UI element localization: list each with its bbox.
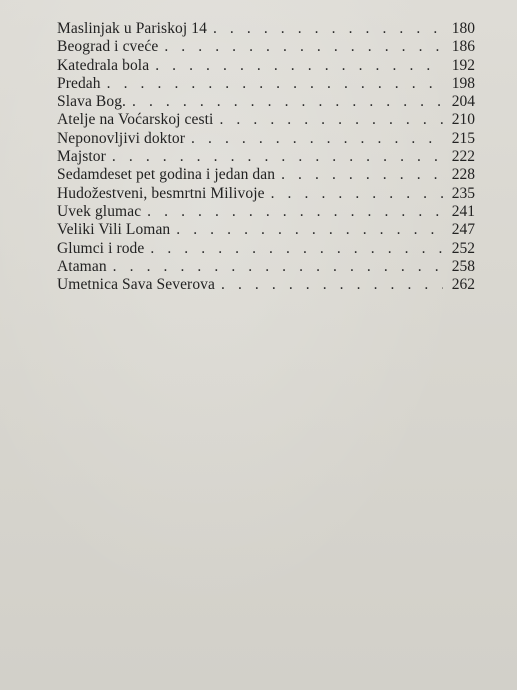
- toc-dot-leader: [113, 258, 443, 276]
- toc-entry: [57, 148, 475, 166]
- toc-entry-page: 204: [451, 93, 475, 111]
- toc-dot-leader: [271, 185, 443, 203]
- toc-entry-title: Hudožestveni, besmrtni Milivoje: [57, 184, 265, 202]
- toc-entry-page: 222: [451, 148, 475, 166]
- toc-entry-page: 235: [451, 184, 475, 202]
- toc-entry-title: Glumci i rode: [57, 239, 145, 257]
- toc-entry: [57, 130, 475, 148]
- toc-entry-page: 192: [451, 56, 475, 74]
- toc-entry: [57, 38, 475, 56]
- toc-entry-title: Ataman: [57, 257, 107, 275]
- toc-entry-title: Veliki Vili Loman: [57, 221, 171, 239]
- toc-entry-title: Uvek glumac: [57, 202, 142, 220]
- toc-entry: [57, 111, 475, 129]
- toc-dot-leader: [107, 75, 443, 93]
- table-of-contents: [57, 20, 475, 294]
- toc-entry: [57, 57, 475, 75]
- toc-dot-leader: [191, 130, 443, 148]
- toc-entry-page: 252: [451, 239, 475, 257]
- toc-entry-title: Umetnica Sava Severova: [57, 276, 216, 294]
- toc-entry: [57, 20, 475, 38]
- toc-entry-page: 262: [451, 276, 475, 294]
- toc-entry: [57, 75, 475, 93]
- toc-entry-title: Katedrala bola: [57, 56, 150, 74]
- toc-entry: [57, 240, 475, 258]
- toc-dot-leader: [132, 93, 443, 111]
- toc-entry: [57, 166, 475, 184]
- toc-dot-leader: [155, 57, 443, 75]
- toc-dot-leader: [147, 203, 443, 221]
- toc-entry-page: 258: [451, 257, 475, 275]
- toc-entry-page: 186: [451, 38, 475, 56]
- toc-dot-leader: [164, 38, 443, 56]
- toc-dot-leader: [112, 148, 443, 166]
- toc-entry-title: Maslinjak u Pariskoj 14: [57, 20, 207, 37]
- toc-dot-leader: [219, 111, 443, 129]
- toc-entry-title: Sedamdeset pet godina i jedan dan: [57, 166, 276, 184]
- toc-entry-title: Beograd i cveće: [57, 38, 159, 56]
- toc-entry-page: 247: [451, 221, 475, 239]
- toc-entry-title: Slava Bog.: [57, 93, 127, 111]
- toc-dot-leader: [176, 221, 443, 239]
- toc-entry-page: 241: [451, 202, 475, 220]
- toc-entry-page: 198: [451, 74, 475, 92]
- toc-entry: [57, 258, 475, 276]
- toc-entry: [57, 185, 475, 203]
- toc-entry-title: Predah: [57, 74, 101, 92]
- toc-entry: [57, 93, 475, 111]
- toc-entry-page: 215: [451, 129, 475, 147]
- toc-dot-leader: [150, 240, 443, 258]
- toc-entry: [57, 203, 475, 221]
- toc-entry: [57, 221, 475, 239]
- toc-entry-page: 180: [451, 20, 475, 37]
- toc-entry-title: Majstor: [57, 148, 106, 166]
- toc-entry: [57, 276, 475, 294]
- toc-entry-title: Neponovljivi doktor: [57, 129, 186, 147]
- toc-entry-page: 228: [451, 166, 475, 184]
- toc-dot-leader: [213, 20, 443, 38]
- toc-entry-page: 210: [451, 111, 475, 129]
- toc-entry-title: Atelje na Voćarskoj cesti: [57, 111, 214, 129]
- toc-dot-leader: [281, 166, 443, 184]
- toc-dot-leader: [221, 276, 443, 294]
